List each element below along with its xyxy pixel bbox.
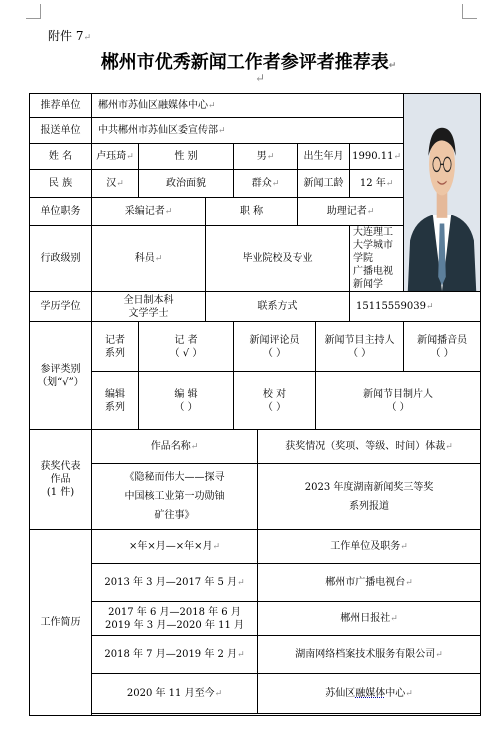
gender-label: 性 别 bbox=[139, 144, 234, 170]
portrait-photo bbox=[404, 94, 481, 292]
crop-mark-top-right bbox=[462, 4, 477, 19]
admin-level-value[interactable]: 科员↵ bbox=[92, 226, 206, 292]
resume-period-2[interactable]: 2017 年 6 月—2018 年 6 月 2019 年 3 月—2020 年 11 月 bbox=[92, 602, 258, 636]
name-value[interactable]: 卢珏琦↵ bbox=[92, 144, 139, 170]
resume-spacer bbox=[92, 714, 481, 716]
editor-series-label: 编辑 系列 bbox=[92, 372, 139, 430]
resume-label: 工作简历 bbox=[30, 530, 92, 716]
recommendation-form bbox=[29, 93, 481, 716]
resume-org-2[interactable]: 郴州日报社↵ bbox=[258, 602, 481, 636]
crop-mark-top-left bbox=[26, 4, 41, 19]
paragraph-mark: ↵ bbox=[255, 71, 266, 85]
producer-option[interactable]: 新闻节目制片人 （ ） bbox=[316, 372, 481, 430]
page-title: 郴州市优秀新闻工作者参评者推荐表↵ bbox=[100, 52, 397, 73]
commentator-option[interactable]: 新闻评论员 （ ） bbox=[234, 322, 316, 372]
category-label: 参评类别 （划“√”） bbox=[30, 322, 92, 430]
resume-org-header: 工作单位及职务↵ bbox=[258, 530, 481, 564]
award-info-value[interactable]: 2023 年度湖南新闻奖三等奖 系列报道 bbox=[258, 464, 481, 530]
birth-label: 出生年月 bbox=[298, 144, 350, 170]
resume-period-3[interactable]: 2018 年 7 月—2019 年 2 月↵ bbox=[92, 636, 258, 674]
years-label: 新闻工龄 bbox=[298, 170, 350, 198]
host-option[interactable]: 新闻节目主持人 （ ） bbox=[316, 322, 404, 372]
editor-option[interactable]: 编 辑 （ ） bbox=[139, 372, 234, 430]
reporter-option[interactable]: 记 者 （ √ ） bbox=[139, 322, 234, 372]
position-value[interactable]: 采编记者↵ bbox=[92, 198, 206, 226]
unit-value[interactable]: 郴州市苏仙区融媒体中心↵ bbox=[92, 94, 404, 118]
resume-period-4[interactable]: 2020 年 11 月至今↵ bbox=[92, 674, 258, 714]
reporter-series-label: 记者 系列 bbox=[92, 322, 139, 372]
education-value[interactable]: 全日制本科 文学学士 bbox=[92, 292, 206, 322]
political-value[interactable]: 群众↵ bbox=[234, 170, 298, 198]
resume-org-4[interactable]: 苏仙区融媒体中心↵ bbox=[258, 674, 481, 714]
gender-value[interactable]: 男↵ bbox=[234, 144, 298, 170]
resume-org-3[interactable]: 湖南网络档案技术服务有限公司↵ bbox=[258, 636, 481, 674]
ethnic-value[interactable]: 汉↵ bbox=[92, 170, 139, 198]
political-label: 政治面貌 bbox=[139, 170, 234, 198]
title-label: 职 称 bbox=[206, 198, 298, 226]
reporting-unit-label: 报送单位 bbox=[30, 118, 92, 144]
work-name-header: 作品名称↵ bbox=[92, 430, 258, 464]
position-label: 单位职务 bbox=[30, 198, 92, 226]
work-name-value[interactable]: 《隐秘而伟大——探寻 中国核工业第一功勋铀 矿往事》 bbox=[92, 464, 258, 530]
resume-period-header: ×年×月—×年×月↵ bbox=[92, 530, 258, 564]
attachment-label: 附件 7↵ bbox=[48, 29, 91, 43]
school-value[interactable]: 大连理工大学城市学院 广播电视新闻学 bbox=[350, 226, 404, 292]
person-photo-icon bbox=[404, 94, 480, 291]
education-label: 学历学位 bbox=[30, 292, 92, 322]
contact-label: 联系方式 bbox=[206, 292, 350, 322]
years-value[interactable]: 12 年↵ bbox=[350, 170, 404, 198]
reporting-unit-value[interactable]: 中共郴州市苏仙区委宣传部↵ bbox=[92, 118, 404, 144]
award-label: 获奖代表 作品 (1 件) bbox=[30, 430, 92, 530]
ethnic-label: 民 族 bbox=[30, 170, 92, 198]
title-value[interactable]: 助理记者↵ bbox=[298, 198, 404, 226]
contact-value[interactable]: 15115559039↵ bbox=[350, 292, 481, 322]
admin-level-label: 行政级别 bbox=[30, 226, 92, 292]
birth-value[interactable]: 1990.11↵ bbox=[350, 144, 404, 170]
unit-label: 推荐单位 bbox=[30, 94, 92, 118]
announcer-option[interactable]: 新闻播音员 （ ） bbox=[404, 322, 481, 372]
school-label: 毕业院校及专业 bbox=[206, 226, 350, 292]
name-label: 姓 名 bbox=[30, 144, 92, 170]
resume-org-1[interactable]: 郴州市广播电视台↵ bbox=[258, 564, 481, 602]
resume-period-1[interactable]: 2013 年 3 月—2017 年 5 月↵ bbox=[92, 564, 258, 602]
proofreader-option[interactable]: 校 对 （ ） bbox=[234, 372, 316, 430]
award-info-header: 获奖情况（奖项、等级、时间）体裁↵ bbox=[258, 430, 481, 464]
